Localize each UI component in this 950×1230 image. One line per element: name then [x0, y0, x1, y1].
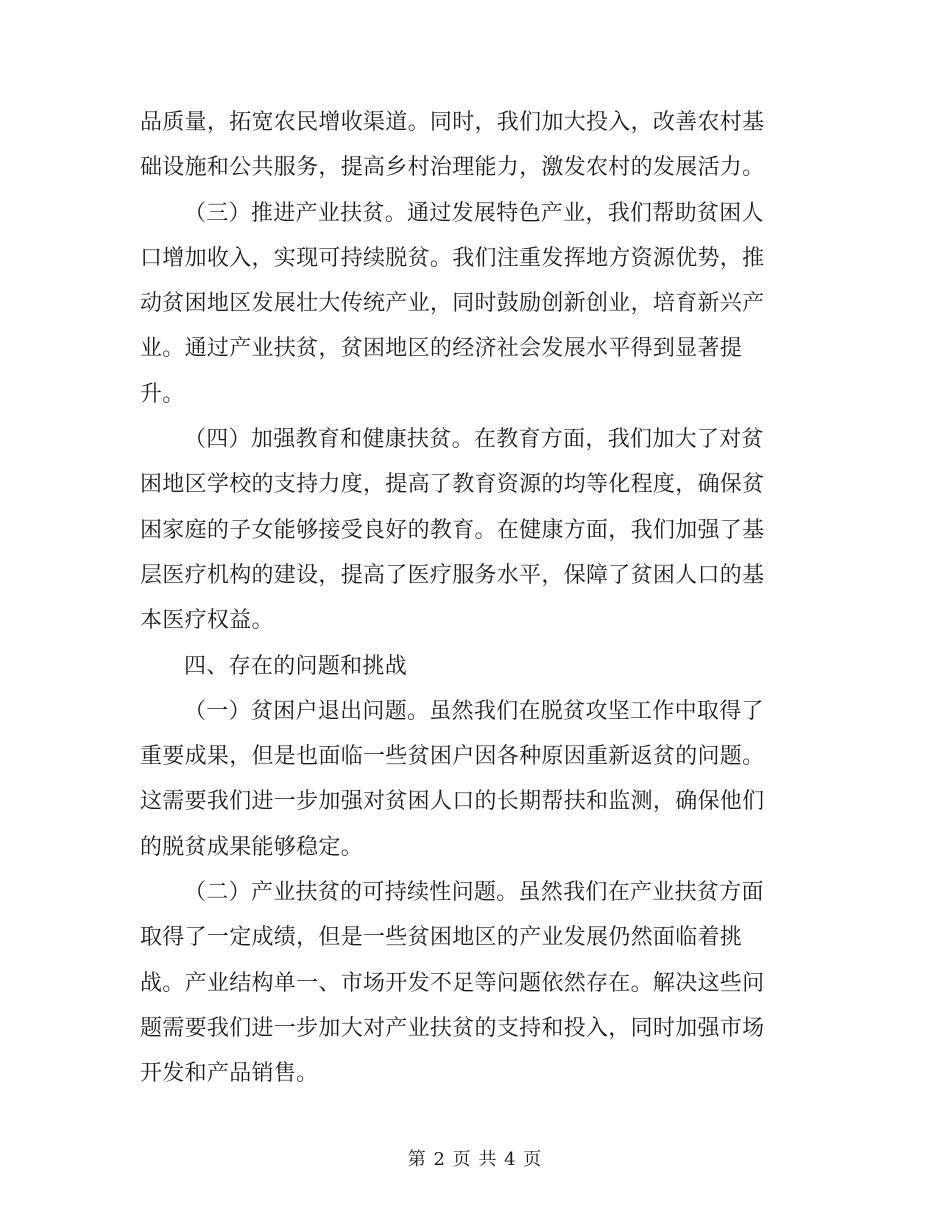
document-body: [140, 100, 812, 1097]
text-line: 取得了一定成绩，但是一些贫困地区的产业发展仍然面临着挑: [140, 925, 743, 951]
text-line: 升。: [140, 381, 185, 407]
text-line: 动贫困地区发展壮大传统产业，同时鼓励创新创业，培育新兴产: [140, 291, 765, 317]
text-line: 困地区学校的支持力度，提高了教育资源的均等化程度，确保贫: [140, 472, 765, 498]
paragraph-start-line: （四）加强教育和健康扶贫。在教育方面，我们加大了对贫: [184, 427, 764, 453]
text-line: 业。通过产业扶贫，贫困地区的经济社会发展水平得到显著提: [140, 336, 743, 362]
text-line: 本医疗权益。: [140, 608, 274, 634]
text-line: 础设施和公共服务，提高乡村治理能力，激发农村的发展活力。: [140, 155, 765, 181]
text-line: 层医疗机构的建设，提高了医疗服务水平，保障了贫困人口的基: [140, 562, 765, 588]
page-number-footer: 第 2 页 共 4 页: [407, 1149, 543, 1170]
paragraph-start-line: （一）贫困户退出问题。虽然我们在脱贫攻坚工作中取得了: [184, 698, 764, 724]
text-line: 口增加收入，实现可持续脱贫。我们注重发挥地方资源优势，推: [140, 245, 765, 271]
text-line: 战。产业结构单一、市场开发不足等问题依然存在。解决这些问: [140, 970, 765, 996]
text-line: 困家庭的子女能够接受良好的教育。在健康方面，我们加强了基: [140, 517, 765, 543]
paragraph-start-line: （二）产业扶贫的可持续性问题。虽然我们在产业扶贫方面: [184, 880, 764, 906]
section-heading: 四、存在的问题和挑战: [184, 653, 408, 679]
text-line: 开发和产品销售。: [140, 1061, 319, 1087]
text-line: 重要成果，但是也面临一些贫困户因各种原因重新返贫的问题。: [140, 744, 765, 770]
text-line: 的脱贫成果能够稳定。: [140, 834, 364, 860]
paragraph-start-line: （三）推进产业扶贫。通过发展特色产业，我们帮助贫困人: [184, 200, 764, 226]
text-line: 这需要我们进一步加强对贫困人口的长期帮扶和监测，确保他们: [140, 789, 765, 815]
text-line: 题需要我们进一步加大对产业扶贫的支持和投入，同时加强市场: [140, 1015, 765, 1041]
text-line: 品质量，拓宽农民增收渠道。同时，我们加大投入，改善农村基: [140, 110, 765, 135]
